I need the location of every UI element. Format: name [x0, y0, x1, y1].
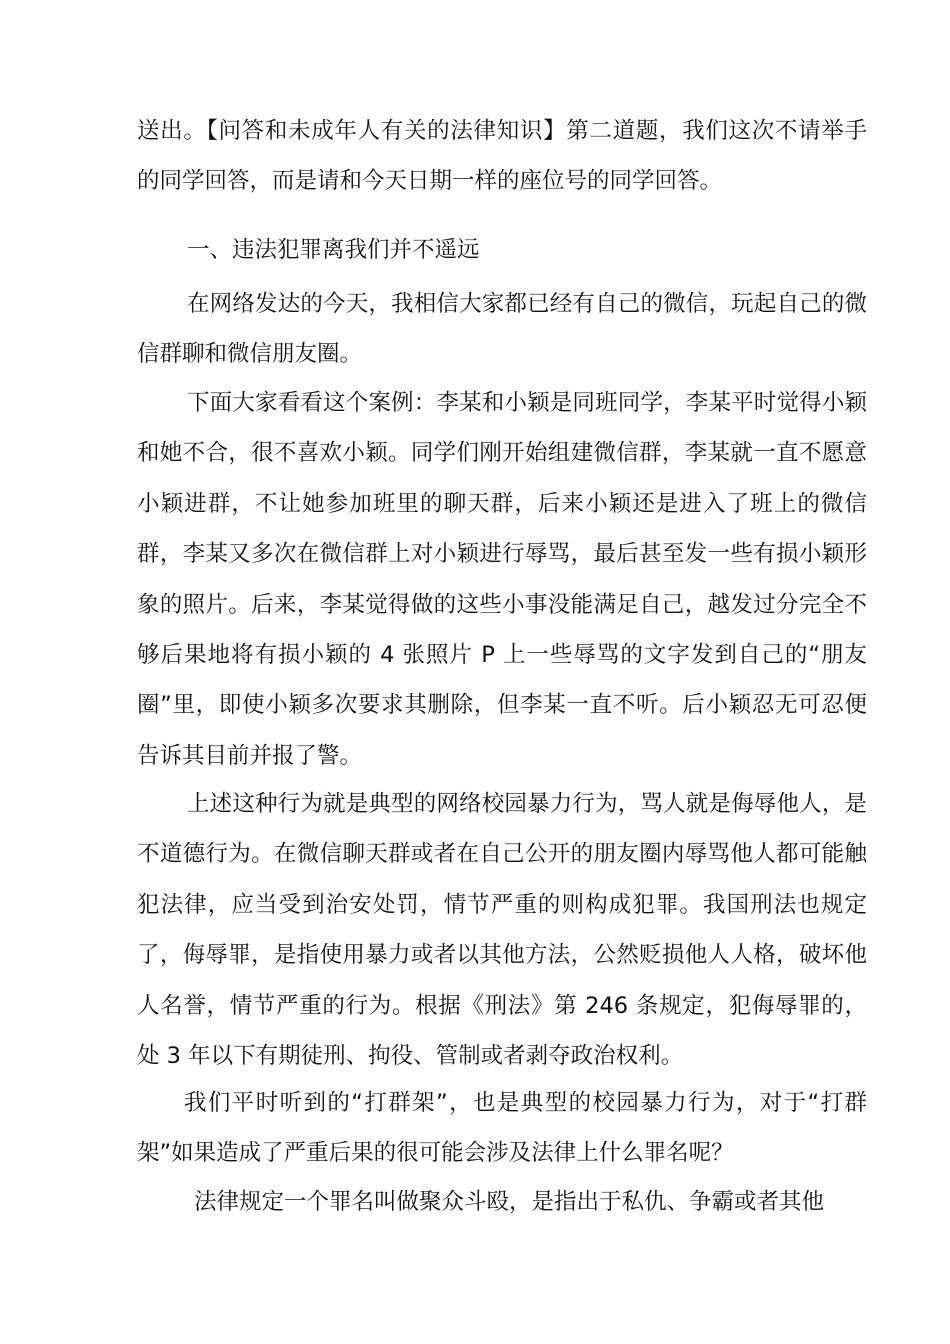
paragraph-intro: 送出。【问答和未成年人有关的法律知识】第二道题，我们这次不请举手的同学回答，而是请和今天日期一样的座位号的同学回答。 — [137, 118, 867, 195]
section-heading: 一、违法犯罪离我们并不遥远 — [187, 237, 480, 263]
paragraph-wechat: 在网络发达的今天，我相信大家都已经有自己的微信，玩起自己的微信群聊和微信朋友圈。 — [137, 291, 867, 368]
paragraph-affray-law: 法律规定一个罪名叫做聚众斗殴，是指出于私仇、争霸或者其他 — [194, 1189, 825, 1215]
paragraph-group-fight: 我们平时听到的“打群架”，也是典型的校园暴力行为，对于“打群架”如果造成了严重后果的很可能会涉及法律上什么罪名呢？ — [137, 1090, 867, 1167]
paragraph-insult-law: 上述这种行为就是典型的网络校园暴力行为，骂人就是侮辱他人，是不道德行为。在微信聊天群或者在自己公开的朋友圈内辱骂他人都可能触犯法律，应当受到治安处罚，情节严重的则构成犯罪。我国刑法也规定了，侮辱罪，是指使用暴力或者以其他方法，公然贬损他人人格，破坏他人名誉，情节严重的行为。根据《刑法》第 246 条规定，犯侮辱罪的，处 3 年以下有期徒刑、拘役、管制或者剥夺政治权利。 — [137, 791, 867, 1070]
paragraph-case: 下面大家看看这个案例：李某和小颖是同班同学，李某平时觉得小颖和她不合，很不喜欢小颖。同学们刚开始组建微信群，李某就一直不愿意小颖进群，不让她参加班里的聊天群，后来小颖还是进入了班上的微信群，李某又多次在微信群上对小颖进行辱骂，最后甚至发一些有损小颖形象的照片。后来，李某觉得做的这些小事没能满足自己，越发过分完全不够后果地将有损小颖的 4 张照片 P 上一些辱骂的文字发到自己的“朋友圈”里，即使小颖多次要求其删除，但李某一直不听。后小颖忍无可忍便告诉其目前并报了警。 — [137, 390, 867, 769]
